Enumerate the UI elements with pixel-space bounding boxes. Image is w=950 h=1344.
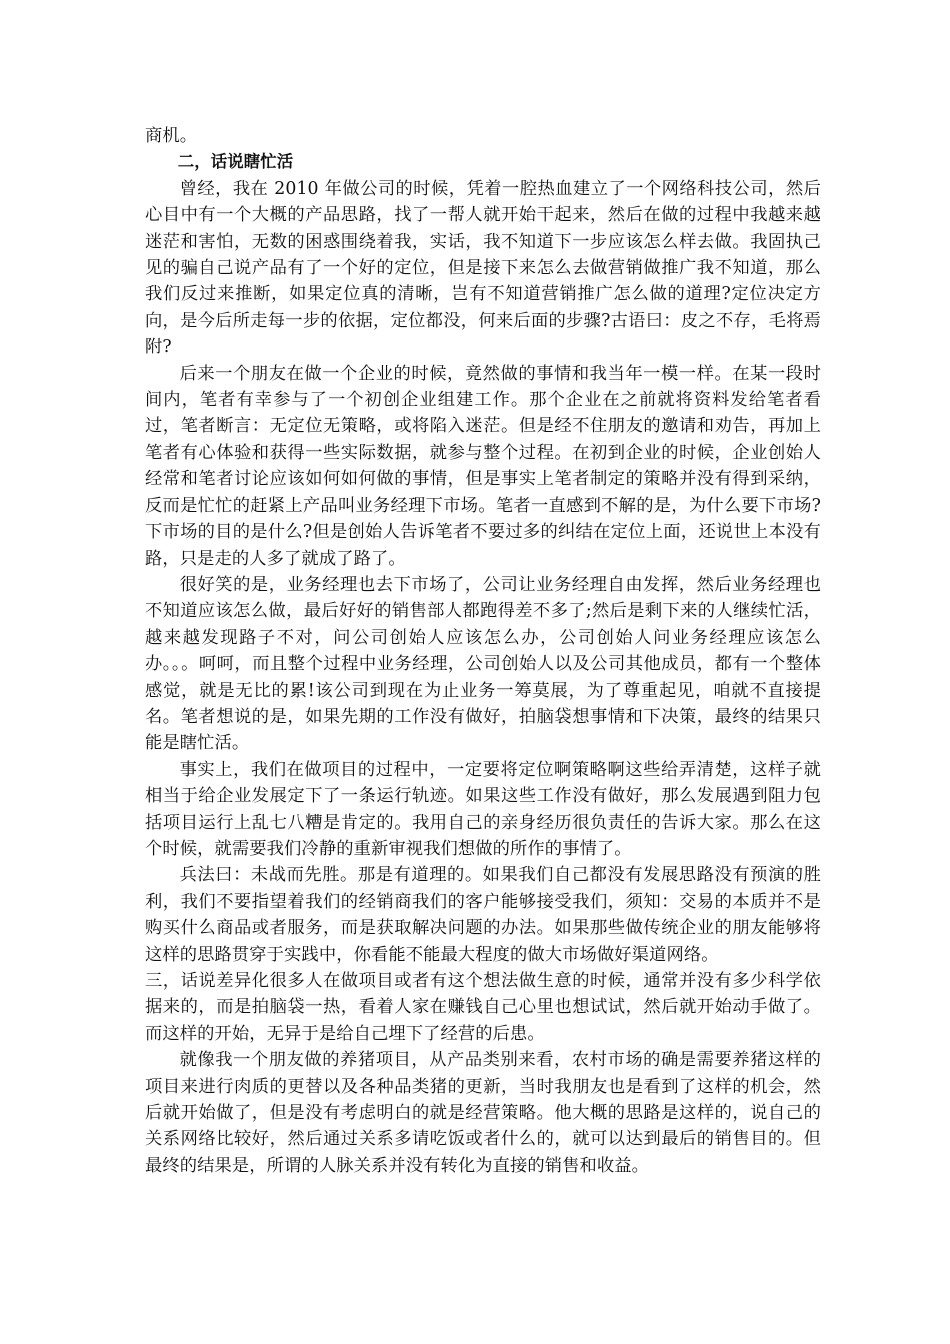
document-body [145, 123, 821, 1179]
paragraph: 很好笑的是，业务经理也去下市场了，公司让业务经理自由发挥，然后业务经理也不知道应该怎么做，最后好好的销售部人都跑得差不多了;然后是剩下来的人继续忙活，越来越发现路子不对，问公司创始人应该怎么办，公司创始人问业务经理应该怎么办。。。呵呵，而且整个过程中业务经理，公司创始人以及公司其他成员，都有一个整体感觉，就是无比的累!该公司到现在为止业务一筹莫展，为了尊重起见，咱就不直接提名。笔者想说的是，如果先期的工作没有做好，拍脑袋想事情和下决策，最终的结果只能是瞎忙活。 [145, 574, 821, 754]
paragraph: 事实上，我们在做项目的过程中，一定要将定位啊策略啊这些给弄清楚，这样子就相当于给企业发展定下了一条运行轨迹。如果这些工作没有做好，那么发展遇到阻力包括项目运行上乱七八糟是肯定的。我用自己的亲身经历很负责任的告诉大家。那么在这个时候，就需要我们冷静的重新审视我们想做的所作的事情了。 [145, 759, 821, 859]
paragraph: 曾经，我在 2010 年做公司的时候，凭着一腔热血建立了一个网络科技公司，然后心目中有一个大概的产品思路，找了一帮人就开始干起来，然后在做的过程中我越来越迷茫和害怕，无数的困惑围绕着我，实话，我不知道下一步应该怎么样去做。我固执己见的骗自己说产品有了一个好的定位，但是接下来怎么去做营销做推广我不知道，那么我们反过来推断，如果定位真的清晰，岂有不知道营销推广怎么做的道理?定位决定方向，是今后所走每一步的依据，定位都没，何来后面的步骤?古语曰：皮之不存，毛将焉附? [145, 178, 821, 358]
section-three-paragraph: 三，话说差异化很多人在做项目或者有这个想法做生意的时候，通常并没有多少科学依据来的，而是拍脑袋一热，看着人家在赚钱自己心里也想试试，然后就开始动手做了。而这样的开始，无异于是给自己埋下了经营的后患。 [145, 971, 821, 1044]
paragraph: 后来一个朋友在做一个企业的时候，竟然做的事情和我当年一模一样。在某一段时间内，笔者有幸参与了一个初创企业组建工作。那个企业在之前就将资料发给笔者看过，笔者断言：无定位无策略，或将陷入迷茫。但是经不住朋友的邀请和劝告，再加上笔者有心体验和获得一些实际数据，就参与整个过程。在初到企业的时候，企业创始人经常和笔者讨论应该如何如何做的事情，但是事实上笔者制定的策略并没有得到采纳，反而是忙忙的赶紧上产品叫业务经理下市场。笔者一直感到不解的是，为什么要下市场?下市场的目的是什么?但是创始人告诉笔者不要过多的纠结在定位上面，还说世上本没有路，只是走的人多了就成了路了。 [145, 363, 821, 569]
paragraph: 就像我一个朋友做的养猪项目，从产品类别来看，农村市场的确是需要养猪这样的项目来进行肉质的更替以及各种品类猪的更新，当时我朋友也是看到了这样的机会，然后就开始做了，但是没有考虑明白的就是经营策略。他大概的思路是这样的，说自己的关系网络比较好，然后通过关系多请吃饭或者什么的，就可以达到最后的销售目的。但最终的结果是，所谓的人脉关系并没有转化为直接的销售和收益。 [145, 1050, 821, 1176]
paragraph: 兵法曰：未战而先胜。那是有道理的。如果我们自己都没有发展思路没有预演的胜利，我们不要指望着我们的经销商我们的客户能够接受我们，须知：交易的本质并不是购买什么商品或者服务，而是获取解决问题的办法。如果那些做传统企业的朋友能够将这样的思路贯穿于实践中，你看能不能最大程度的做大市场做好渠道网络。 [145, 865, 821, 965]
text-fragment: 商机。 [145, 126, 198, 146]
section-two-heading: 二，话说瞎忙活 [177, 152, 294, 172]
